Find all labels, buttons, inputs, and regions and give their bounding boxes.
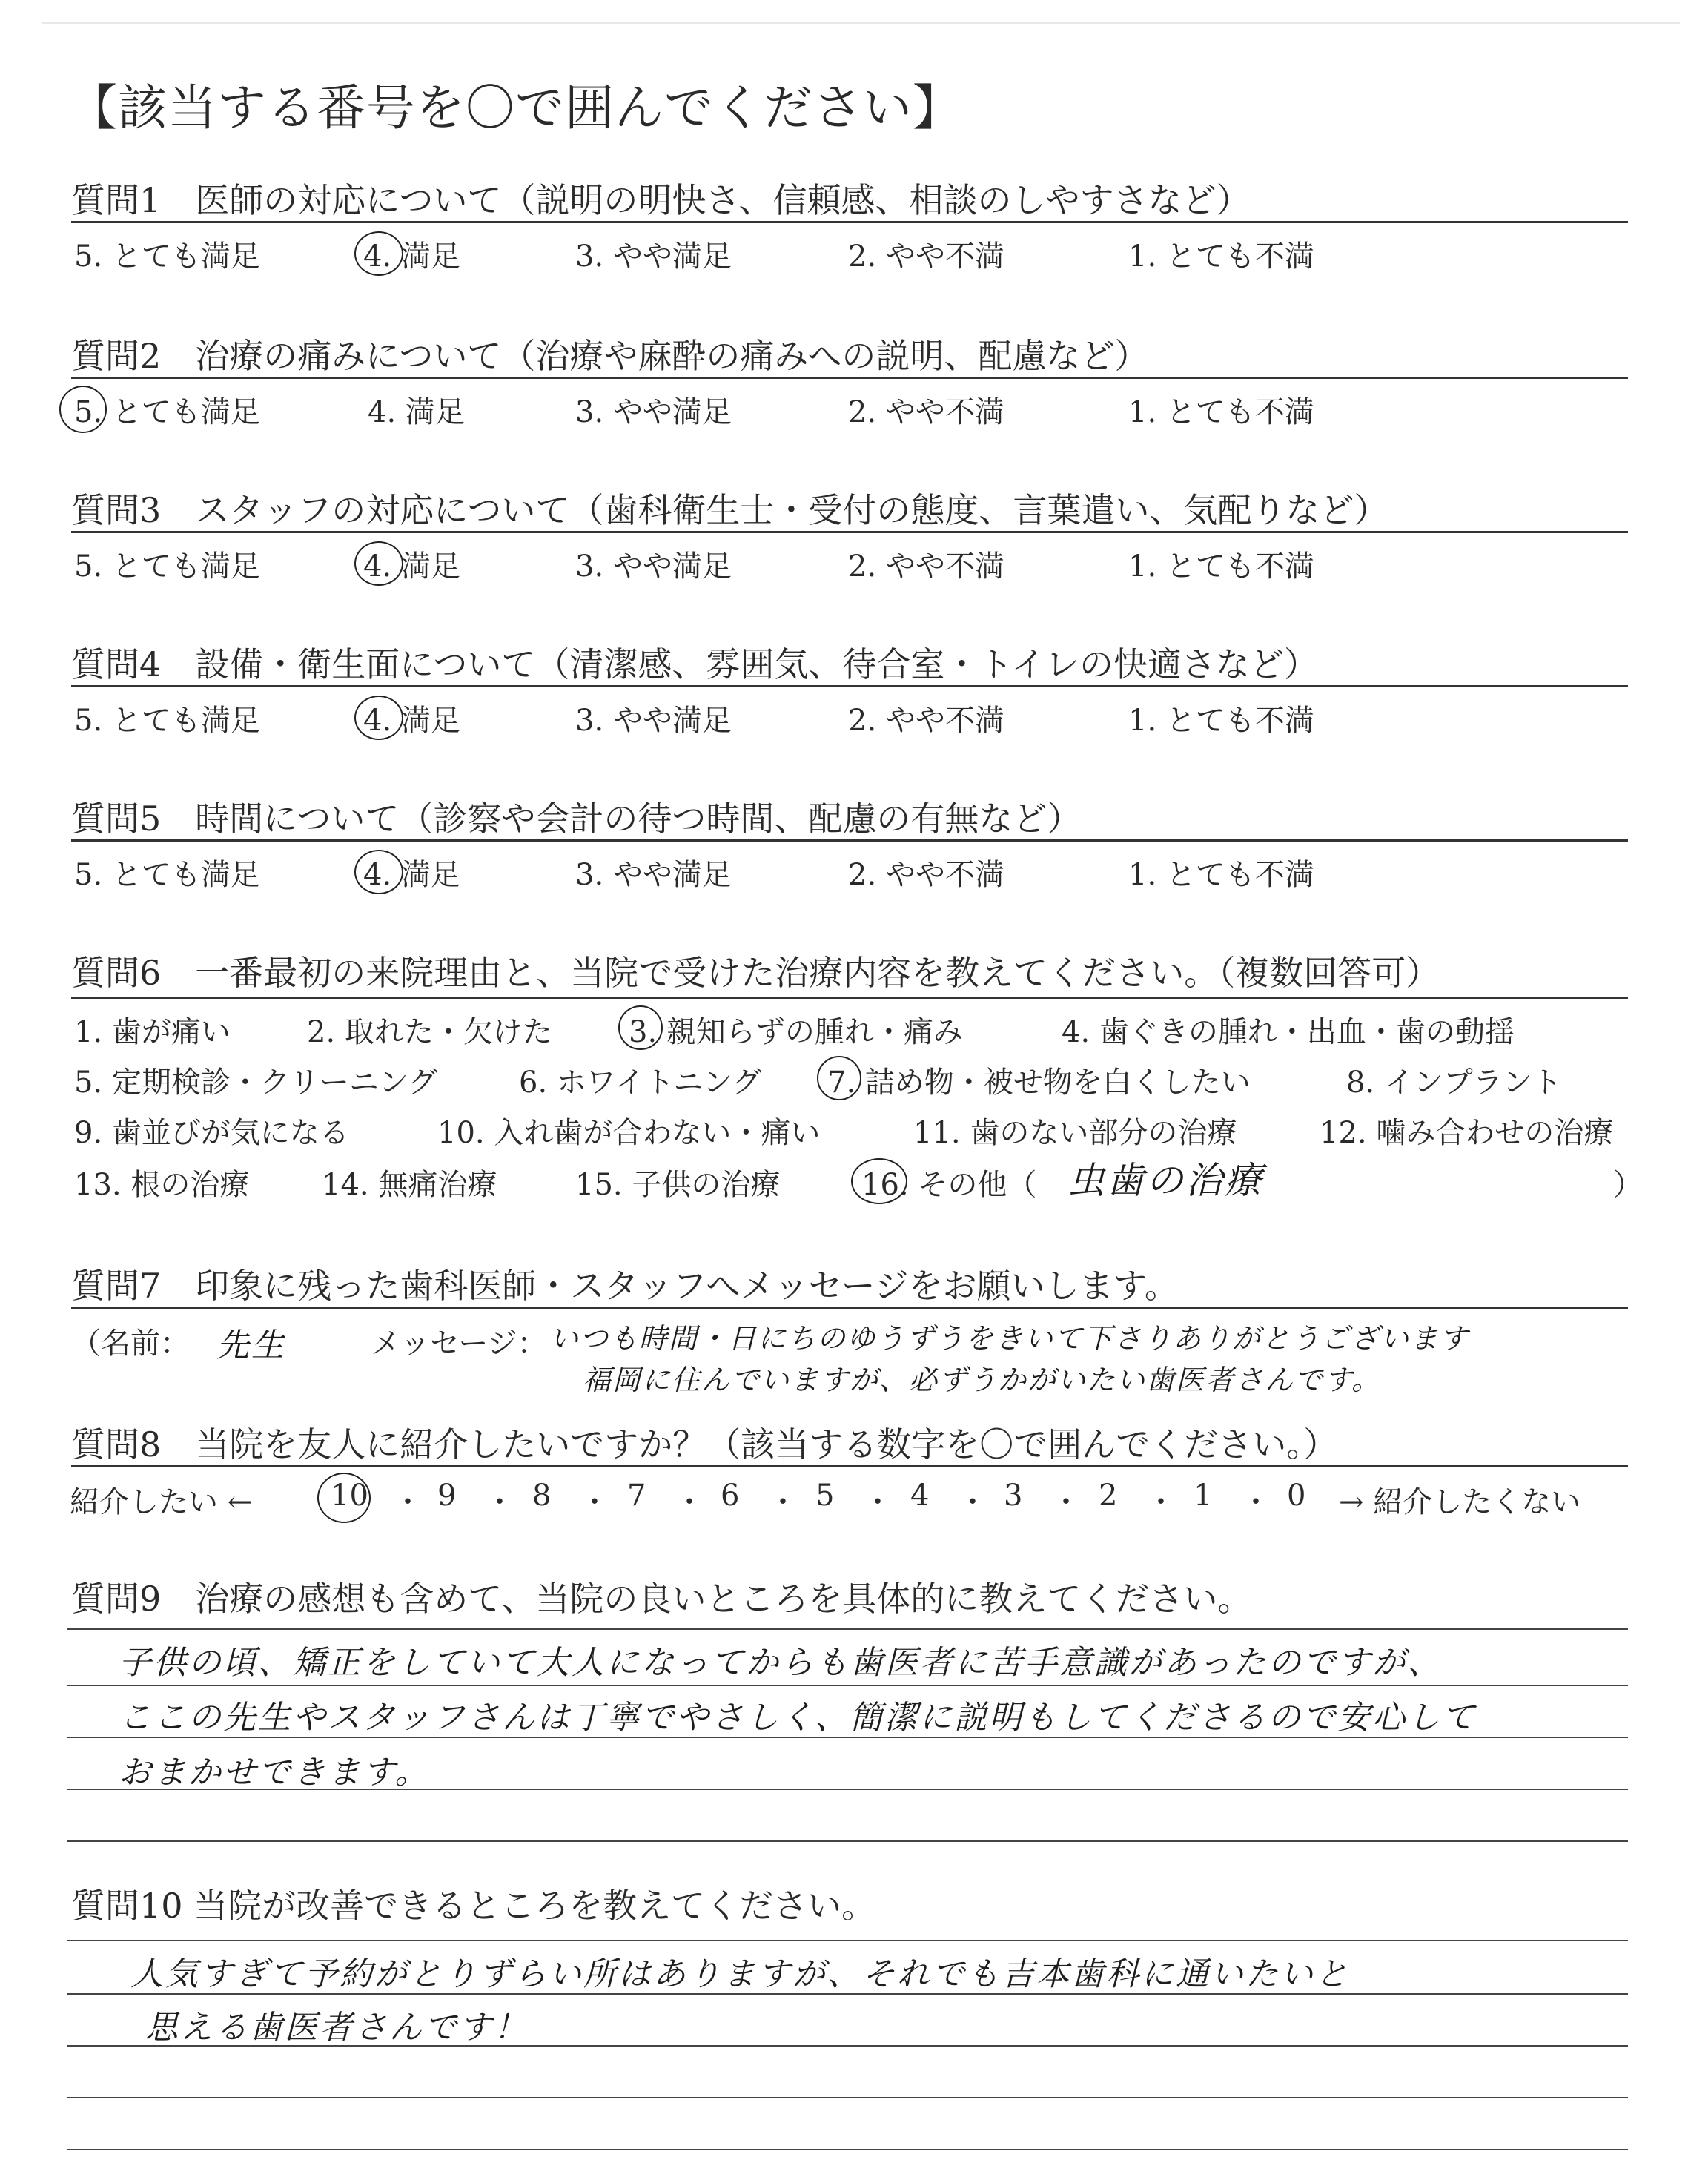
q2-option-2[interactable]: 2. やや不満 bbox=[848, 395, 1004, 429]
q6-option-16[interactable]: 16. その他（ bbox=[861, 1168, 1037, 1202]
q1-option-1[interactable]: 1. とても不満 bbox=[1128, 240, 1314, 274]
q1-option-5[interactable]: 5. とても満足 bbox=[74, 240, 260, 274]
q6-option-5[interactable]: 5. 定期検診・クリーニング bbox=[74, 1066, 438, 1100]
q8-selection-circle bbox=[317, 1473, 371, 1523]
q9-answer-line bbox=[67, 1628, 1628, 1630]
question-5-rule bbox=[71, 839, 1628, 842]
q1-selection-circle bbox=[354, 231, 403, 276]
q9-answer-line-1: 子供の頃、矯正をしていて大人になってからも歯医者に苦手意識があったのですが、 bbox=[119, 1644, 1443, 1682]
question-5-title: 質問5 時間について（診察や会計の待つ時間、配慮の有無など） bbox=[71, 799, 1082, 839]
q8-number-6[interactable]: 6 bbox=[721, 1479, 740, 1513]
question-10-title: 質問10 当院が改善できるところを教えてください。 bbox=[71, 1886, 876, 1926]
q6-option-10[interactable]: 10. 入れ歯が合わない・痛い bbox=[437, 1116, 821, 1150]
q10-answer-line bbox=[67, 1940, 1628, 1941]
q6-option-11[interactable]: 11. 歯のない部分の治療 bbox=[913, 1116, 1237, 1150]
question-6-rule bbox=[71, 997, 1628, 999]
q2-option-5[interactable]: 5. とても満足 bbox=[74, 395, 260, 429]
q10-answer-line-2: 思える歯医者さんです！ bbox=[145, 2009, 529, 2047]
q4-option-4[interactable]: 4. 満足 bbox=[363, 704, 460, 738]
question-7-title: 質問7 印象に残った歯科医師・スタッフへメッセージをお願いします。 bbox=[71, 1266, 1179, 1306]
q9-answer-line bbox=[67, 1685, 1628, 1686]
q5-option-1[interactable]: 1. とても不満 bbox=[1128, 858, 1314, 892]
q2-option-3[interactable]: 3. やや満足 bbox=[575, 395, 732, 429]
q10-answer-line bbox=[67, 2149, 1628, 2150]
q2-option-4[interactable]: 4. 満足 bbox=[368, 395, 465, 429]
q5-option-2[interactable]: 2. やや不満 bbox=[848, 858, 1004, 892]
q6-option-15[interactable]: 15. 子供の治療 bbox=[575, 1168, 781, 1202]
q8-dot: ・ bbox=[1241, 1485, 1271, 1519]
q6-other-handwritten: 虫歯の治療 bbox=[1068, 1159, 1264, 1202]
q3-selection-circle bbox=[354, 541, 403, 586]
q8-dot: ・ bbox=[958, 1485, 987, 1519]
q4-option-5[interactable]: 5. とても満足 bbox=[74, 704, 260, 738]
q5-selection-circle bbox=[354, 850, 403, 894]
q6-option-14[interactable]: 14. 無痛治療 bbox=[322, 1168, 497, 1202]
q9-answer-line-2: ここの先生やスタッフさんは丁寧でやさしく、簡潔に説明もしてくださるので安心して bbox=[119, 1699, 1477, 1737]
q9-answer-line-3: おまかせできます。 bbox=[119, 1754, 430, 1791]
q1-option-3[interactable]: 3. やや満足 bbox=[575, 240, 732, 274]
q5-option-4[interactable]: 4. 満足 bbox=[363, 858, 460, 892]
q3-option-4[interactable]: 4. 満足 bbox=[363, 549, 460, 584]
question-7-rule bbox=[71, 1307, 1628, 1309]
q8-number-3[interactable]: 3 bbox=[1004, 1479, 1023, 1513]
q3-option-2[interactable]: 2. やや不満 bbox=[848, 549, 1004, 584]
q6-option-12[interactable]: 12. 噛み合わせの治療 bbox=[1320, 1116, 1614, 1150]
q10-answer-line bbox=[67, 2097, 1628, 2098]
q5-option-5[interactable]: 5. とても満足 bbox=[74, 858, 260, 892]
q8-number-2[interactable]: 2 bbox=[1099, 1479, 1118, 1513]
question-4-title: 質問4 設備・衛生面について（清潔感、雰囲気、待合室・トイレの快適さなど） bbox=[71, 644, 1319, 684]
q6-close-paren: ） bbox=[1613, 1168, 1643, 1202]
q3-option-3[interactable]: 3. やや満足 bbox=[575, 549, 732, 584]
q8-dot: ・ bbox=[393, 1485, 423, 1519]
q5-option-3[interactable]: 3. やや満足 bbox=[575, 858, 732, 892]
q1-option-4[interactable]: 4. 満足 bbox=[363, 240, 460, 274]
question-3-rule bbox=[71, 531, 1628, 533]
q6-option-3-circle bbox=[618, 1005, 663, 1050]
q6-option-7-circle bbox=[817, 1056, 861, 1100]
q8-left-label: 紹介したい ← bbox=[70, 1485, 253, 1519]
q8-dot: ・ bbox=[1146, 1485, 1176, 1519]
question-1-title: 質問1 医師の対応について（説明の明快さ、信頼感、相談のしやすさなど） bbox=[71, 180, 1251, 220]
q6-option-7[interactable]: 7. 詰め物・被せ物を白くしたい bbox=[827, 1066, 1251, 1100]
q3-option-5[interactable]: 5. とても満足 bbox=[74, 549, 260, 584]
q6-option-13[interactable]: 13. 根の治療 bbox=[74, 1168, 250, 1202]
q8-number-5[interactable]: 5 bbox=[815, 1479, 835, 1513]
q4-option-3[interactable]: 3. やや満足 bbox=[575, 704, 732, 738]
q2-option-1[interactable]: 1. とても不満 bbox=[1128, 395, 1314, 429]
question-2-title: 質問2 治療の痛みについて（治療や麻酔の痛みへの説明、配慮など） bbox=[71, 336, 1149, 376]
q6-option-3[interactable]: 3. 親知らずの腫れ・痛み bbox=[629, 1015, 963, 1049]
question-9-title: 質問9 治療の感想も含めて、当院の良いところを具体的に教えてください。 bbox=[71, 1579, 1252, 1619]
question-8-rule bbox=[71, 1465, 1628, 1467]
q8-dot: ・ bbox=[580, 1485, 609, 1519]
q3-option-1[interactable]: 1. とても不満 bbox=[1128, 549, 1314, 584]
q8-dot: ・ bbox=[768, 1485, 798, 1519]
q6-option-9[interactable]: 9. 歯並びが気になる bbox=[74, 1116, 349, 1150]
q8-number-10[interactable]: 10 bbox=[331, 1479, 368, 1513]
q4-option-2[interactable]: 2. やや不満 bbox=[848, 704, 1004, 738]
q6-option-6[interactable]: 6. ホワイトニング bbox=[519, 1066, 762, 1100]
question-4-rule bbox=[71, 685, 1628, 687]
page-heading: 【該当する番号を〇で囲んでください】 bbox=[68, 79, 962, 136]
question-3-title: 質問3 スタッフの対応について（歯科衛生士・受付の態度、言葉遣い、気配りなど） bbox=[71, 490, 1388, 530]
q7-name-label: （名前： bbox=[71, 1327, 190, 1361]
q7-message-label: メッセージ： bbox=[371, 1327, 547, 1361]
q7-message-line-1: いつも時間・日にちのゆうずうをきいて下さりありがとうございます bbox=[550, 1322, 1470, 1355]
question-1-rule bbox=[71, 221, 1628, 223]
q6-option-2[interactable]: 2. 取れた・欠けた bbox=[307, 1015, 552, 1049]
top-divider bbox=[42, 22, 1680, 24]
q10-answer-line-1: 人気すぎて予約がとりずらい所はありますが、それでも吉本歯科に通いたいと bbox=[130, 1955, 1350, 1993]
q7-name-handwritten: 先生 bbox=[216, 1327, 286, 1364]
q2-selection-circle bbox=[59, 386, 107, 433]
q8-number-9[interactable]: 9 bbox=[437, 1479, 457, 1513]
q4-selection-circle bbox=[354, 696, 403, 740]
q8-right-label: → 紹介したくない bbox=[1339, 1485, 1581, 1519]
q6-option-1[interactable]: 1. 歯が痛い bbox=[74, 1015, 231, 1049]
q9-answer-line bbox=[67, 1840, 1628, 1842]
question-6-title: 質問6 一番最初の来院理由と、当院で受けた治療内容を教えてください。（複数回答可） bbox=[71, 953, 1440, 993]
q6-option-8[interactable]: 8. インプラント bbox=[1346, 1066, 1562, 1100]
question-8-title: 質問8 当院を友人に紹介したいですか？（該当する数字を〇で囲んでください。） bbox=[71, 1424, 1338, 1464]
q8-dot: ・ bbox=[485, 1485, 514, 1519]
q4-option-1[interactable]: 1. とても不満 bbox=[1128, 704, 1314, 738]
q8-number-0[interactable]: 0 bbox=[1287, 1479, 1306, 1513]
q8-dot: ・ bbox=[863, 1485, 893, 1519]
q8-dot: ・ bbox=[675, 1485, 704, 1519]
q8-number-8[interactable]: 8 bbox=[532, 1479, 552, 1513]
q7-message-line-2: 福岡に住んでいますが、必ずうかがいたい歯医者さんです。 bbox=[583, 1364, 1381, 1396]
q8-number-7[interactable]: 7 bbox=[627, 1479, 646, 1513]
q1-option-2[interactable]: 2. やや不満 bbox=[848, 240, 1004, 274]
question-2-rule bbox=[71, 377, 1628, 379]
q8-number-1[interactable]: 1 bbox=[1194, 1479, 1213, 1513]
q6-option-16-circle bbox=[851, 1158, 907, 1204]
q8-dot: ・ bbox=[1051, 1485, 1081, 1519]
q8-number-4[interactable]: 4 bbox=[910, 1479, 930, 1513]
q6-option-4[interactable]: 4. 歯ぐきの腫れ・出血・歯の動揺 bbox=[1062, 1015, 1515, 1049]
